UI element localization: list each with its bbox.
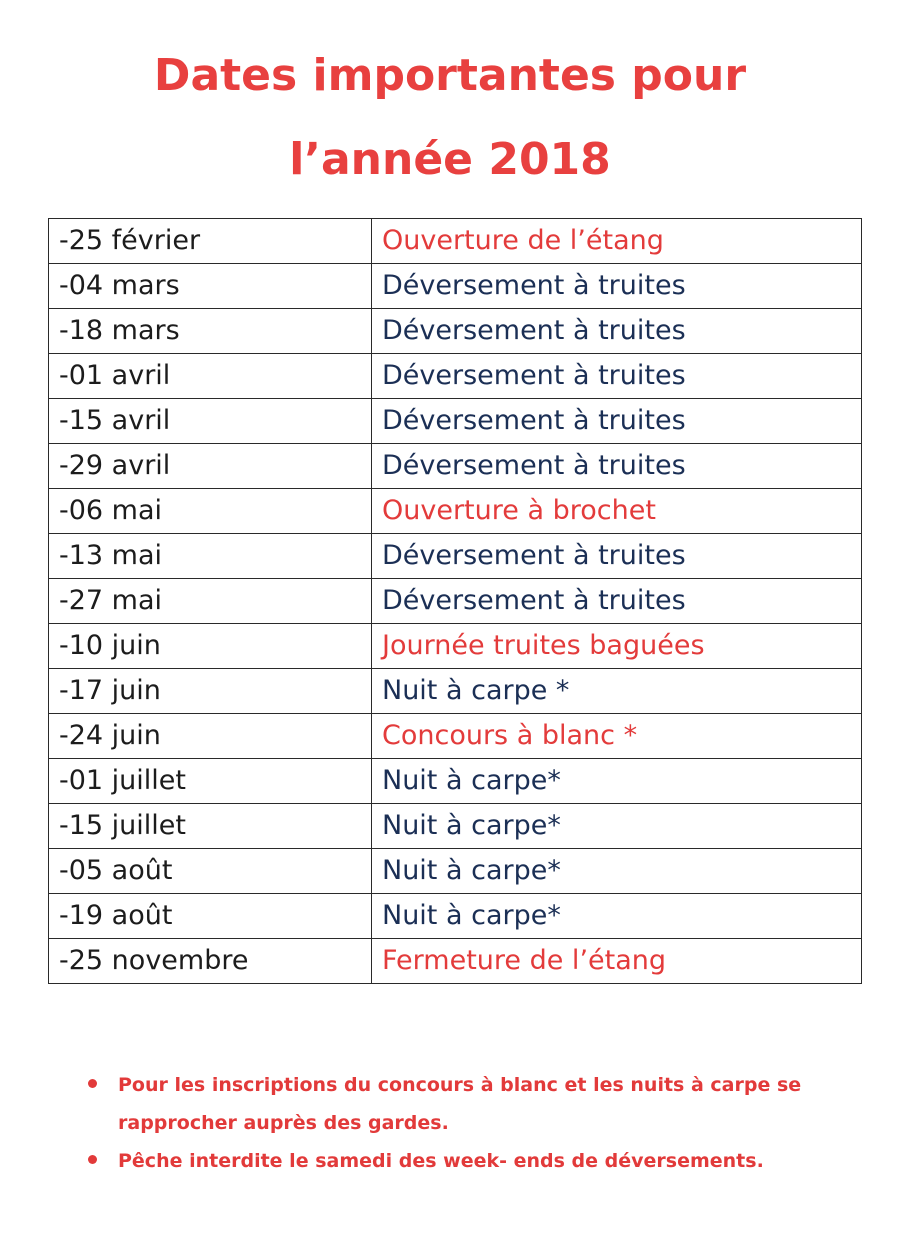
table-row: [49, 849, 862, 894]
note-item: [86, 1142, 866, 1180]
table-row: [49, 219, 862, 264]
table-row: [49, 579, 862, 624]
date-cell: -25 novembre: [49, 939, 372, 984]
date-cell: -15 avril: [49, 399, 372, 444]
event-cell: Nuit à carpe*: [372, 849, 862, 894]
title-line-1: Dates importantes pour: [153, 50, 747, 101]
date-cell: -25 février: [49, 219, 372, 264]
table-row: [49, 759, 862, 804]
date-cell: -15 juillet: [49, 804, 372, 849]
event-cell: Ouverture à brochet: [372, 489, 862, 534]
notes-list: [86, 1066, 866, 1180]
bullet-icon: [88, 1155, 97, 1164]
page-title: [0, 34, 900, 202]
date-cell: -04 mars: [49, 264, 372, 309]
table-row: [49, 894, 862, 939]
event-cell: Déversement à truites: [372, 264, 862, 309]
table-row: [49, 489, 862, 534]
table-row: [49, 669, 862, 714]
note-text-line: Pêche interdite le samedi des week- ends de déversements.: [118, 1150, 764, 1172]
date-cell: -17 juin: [49, 669, 372, 714]
table-row: [49, 309, 862, 354]
date-cell: -10 juin: [49, 624, 372, 669]
date-cell: -13 mai: [49, 534, 372, 579]
table-row: [49, 354, 862, 399]
date-cell: -27 mai: [49, 579, 372, 624]
note-text-line: Pour les inscriptions du concours à blanc et les nuits à carpe se: [118, 1074, 802, 1096]
date-cell: -18 mars: [49, 309, 372, 354]
event-cell: Nuit à carpe*: [372, 894, 862, 939]
event-cell: Déversement à truites: [372, 354, 862, 399]
table-row: [49, 624, 862, 669]
title-line-2: l’année 2018: [289, 134, 611, 185]
bullet-icon: [88, 1079, 97, 1088]
date-cell: -24 juin: [49, 714, 372, 759]
table-row: [49, 939, 862, 984]
event-cell: Déversement à truites: [372, 399, 862, 444]
schedule-table: [48, 218, 862, 984]
table-row: [49, 399, 862, 444]
date-cell: -01 avril: [49, 354, 372, 399]
date-cell: -19 août: [49, 894, 372, 939]
event-cell: Nuit à carpe*: [372, 759, 862, 804]
date-cell: -06 mai: [49, 489, 372, 534]
table-row: [49, 534, 862, 579]
event-cell: Déversement à truites: [372, 579, 862, 624]
table-row: [49, 444, 862, 489]
date-cell: -05 août: [49, 849, 372, 894]
event-cell: Ouverture de l’étang: [372, 219, 862, 264]
note-text-line: rapprocher auprès des gardes.: [118, 1112, 449, 1134]
event-cell: Déversement à truites: [372, 534, 862, 579]
event-cell: Journée truites baguées: [372, 624, 862, 669]
event-cell: Nuit à carpe*: [372, 804, 862, 849]
table-row: [49, 804, 862, 849]
event-cell: Nuit à carpe *: [372, 669, 862, 714]
schedule-body: [49, 219, 862, 984]
date-cell: -29 avril: [49, 444, 372, 489]
table-row: [49, 714, 862, 759]
note-item: [86, 1066, 866, 1142]
event-cell: Déversement à truites: [372, 309, 862, 354]
event-cell: Concours à blanc *: [372, 714, 862, 759]
date-cell: -01 juillet: [49, 759, 372, 804]
event-cell: Déversement à truites: [372, 444, 862, 489]
event-cell: Fermeture de l’étang: [372, 939, 862, 984]
table-row: [49, 264, 862, 309]
